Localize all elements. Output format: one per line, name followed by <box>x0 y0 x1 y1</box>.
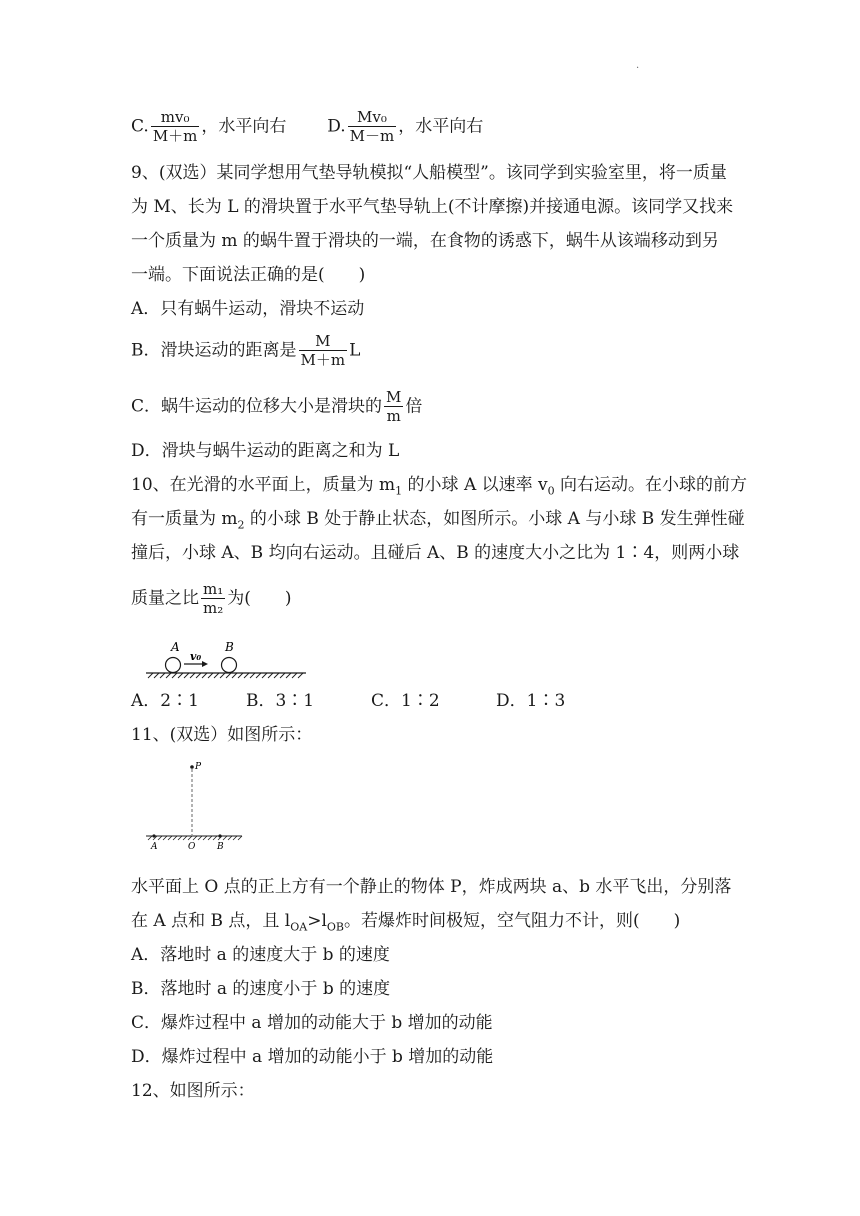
hatch-mark <box>256 673 261 678</box>
q10-option-d: D．1∶3 <box>496 691 566 711</box>
hatch-mark <box>226 673 231 678</box>
hatch-mark <box>280 673 285 678</box>
q10-option-a: A．2∶1 <box>131 691 199 711</box>
hatch-mark <box>223 836 227 840</box>
text-segment: 质量之比 <box>131 588 199 609</box>
q10-stem-line-1 <box>131 474 747 502</box>
point-a <box>152 834 155 837</box>
hatch-mark <box>232 673 237 678</box>
q8-options-line <box>131 108 483 145</box>
q11-option-b: B．落地时 a 的速度小于 b 的速度 <box>131 979 391 999</box>
q9-option-b-fraction <box>299 332 348 369</box>
hatch-mark <box>220 673 225 678</box>
text-segment: 有一质量为 m <box>131 509 238 529</box>
hatch-mark <box>183 836 187 840</box>
subscript: 0 <box>547 484 555 498</box>
q11-explosion-figure <box>140 756 250 852</box>
q10-stem-line-4 <box>131 580 292 617</box>
hatch-mark <box>286 673 291 678</box>
q9-option-a: A．只有蜗牛运动，滑块不运动 <box>131 299 365 319</box>
hatch-mark <box>193 836 197 840</box>
point-b <box>218 834 221 837</box>
hatch-mark <box>178 673 183 678</box>
q9-stem-line-4: 一端。下面说法正确的是( ) <box>131 265 366 285</box>
text-segment: 在 A 点和 B 点，且 l <box>131 911 291 931</box>
fraction-numerator: mv₀ <box>160 108 190 126</box>
subscript: OB <box>326 920 344 934</box>
q9-stem-line-3: 一个质量为 m 的蜗牛置于滑块的一端，在食物的诱惑下，蜗牛从该端移动到另 <box>131 231 719 251</box>
text-segment: 10、在光滑的水平面上，质量为 m <box>131 475 396 495</box>
q11-stem-line-1: 水平面上 O 点的正上方有一个静止的物体 P，炸成两块 a、b 水平飞出，分别落 <box>131 877 732 897</box>
hatch-mark <box>188 836 192 840</box>
fraction-denominator: M＋m <box>152 127 198 145</box>
ball-a <box>166 658 181 673</box>
subscript: OA <box>290 920 308 934</box>
hatch-mark <box>178 836 182 840</box>
hatch-mark <box>262 673 267 678</box>
q11-option-d: D．爆炸过程中 a 增加的动能小于 b 增加的动能 <box>131 1047 494 1067</box>
text-segment: >l <box>307 911 327 931</box>
q8-option-c-fraction <box>151 108 200 145</box>
hatch-mark <box>233 836 237 840</box>
hatch-mark <box>160 673 165 678</box>
q9-option-d: D．滑块与蜗牛运动的距离之和为 L <box>131 441 400 461</box>
q9-option-b-prefix: B．滑块运动的距离是 <box>131 340 297 361</box>
subscript: 2 <box>237 518 245 532</box>
q12-title: 12、如图所示： <box>131 1081 255 1101</box>
q9-option-c-prefix: C．蜗牛运动的位移大小是滑块的 <box>131 396 383 417</box>
q9-option-b-suffix: L <box>349 340 361 361</box>
hatch-mark <box>168 836 172 840</box>
hatch-mark <box>208 673 213 678</box>
fraction-numerator: M <box>315 332 331 350</box>
q10-option-c: C．1∶2 <box>371 691 440 711</box>
hatch-mark <box>173 836 177 840</box>
hatch-mark <box>203 836 207 840</box>
figure-label-a: A <box>171 640 180 654</box>
q9-option-b <box>131 332 360 369</box>
hatch-mark <box>238 673 243 678</box>
hatch-mark <box>274 673 279 678</box>
fraction-denominator: m <box>384 406 403 425</box>
q10-stem-line-2 <box>131 508 745 536</box>
ball-b <box>222 658 237 673</box>
hatch-mark <box>250 673 255 678</box>
hatch-mark <box>298 673 303 678</box>
fraction-denominator: M＋m <box>300 351 346 369</box>
hatch-mark <box>196 673 201 678</box>
text-segment: 的小球 B 处于静止状态，如图所示。小球 A 与小球 B 发生弹性碰 <box>244 509 745 529</box>
hatch-mark <box>148 673 153 678</box>
arrow-head-icon <box>202 661 208 667</box>
q11-option-a: A．落地时 a 的速度大于 b 的速度 <box>131 945 390 965</box>
hatch-mark <box>172 673 177 678</box>
figure-label-a: A <box>151 842 158 852</box>
hatch-mark <box>292 673 297 678</box>
hatch-mark <box>228 836 232 840</box>
figure-label-v0: v₀ <box>190 650 202 663</box>
q11-option-c: C．爆炸过程中 a 增加的动能大于 b 增加的动能 <box>131 1013 493 1033</box>
hatch-mark <box>184 673 189 678</box>
q11-stem-line-2 <box>131 910 680 938</box>
q9-option-c-fraction <box>384 388 403 425</box>
hatch-mark <box>202 673 207 678</box>
q9-option-c-suffix: 倍 <box>405 396 423 417</box>
figure-label-b: B <box>225 640 234 654</box>
hatch-mark <box>213 836 217 840</box>
fraction-denominator: m₂ <box>203 599 224 617</box>
q10-collision-figure <box>140 638 310 688</box>
hatch-mark <box>158 836 162 840</box>
q11-title: 11、(双选）如图所示： <box>131 725 313 745</box>
text-segment: 的小球 A 以速率 v <box>402 475 548 495</box>
figure-label-b: B <box>217 842 224 852</box>
q8-option-d-fraction <box>348 108 397 145</box>
q10-option-b: B．3∶1 <box>246 691 315 711</box>
hatch-mark <box>238 836 242 840</box>
subscript: 1 <box>395 484 403 498</box>
point-p <box>190 765 194 769</box>
hatch-mark <box>244 673 249 678</box>
hatch-mark <box>148 836 152 840</box>
q8-option-d-suffix: ，水平向右 <box>398 116 484 137</box>
q10-options <box>131 690 565 712</box>
fraction-numerator: m₁ <box>203 580 224 598</box>
ground-hatching <box>148 673 303 678</box>
ground-hatching <box>148 836 242 840</box>
hatch-mark <box>214 673 219 678</box>
fraction-denominator: M－m <box>349 127 395 145</box>
hatch-mark <box>163 836 167 840</box>
figure-label-o: O <box>188 842 196 852</box>
text-segment: 向右运动。在小球的前方 <box>554 475 748 495</box>
q10-mass-ratio-fraction <box>201 580 225 617</box>
hatch-mark <box>154 673 159 678</box>
figure-label-p: P <box>195 762 202 772</box>
q8-option-d-prefix: D. <box>327 116 346 137</box>
fraction-numerator: M <box>386 388 402 406</box>
q9-stem-line-1: 9、(双选）某同学想用气垫导轨模拟“人船模型”。该同学到实验室里，将一质量 <box>131 163 727 183</box>
text-segment: 为( ) <box>227 588 292 609</box>
q10-stem-line-3: 撞后，小球 A、B 均向右运动。且碰后 A、B 的速度大小之比为 1∶4，则两小球 <box>131 543 740 563</box>
q9-option-c <box>131 388 422 425</box>
hatch-mark <box>198 836 202 840</box>
q8-option-c-suffix: ，水平向右 <box>201 116 287 137</box>
page-mark: . <box>636 60 640 71</box>
hatch-mark <box>208 836 212 840</box>
q9-stem-line-2: 为 M、长为 L 的滑块置于水平气垫导轨上(不计摩擦)并接通电源。该同学又找来 <box>131 197 734 217</box>
hatch-mark <box>166 673 171 678</box>
q8-option-c-prefix: C. <box>131 116 149 137</box>
fraction-numerator: Mv₀ <box>357 108 387 126</box>
hatch-mark <box>268 673 273 678</box>
hatch-mark <box>190 673 195 678</box>
text-segment: 。若爆炸时间极短，空气阻力不计，则( ) <box>344 911 681 931</box>
